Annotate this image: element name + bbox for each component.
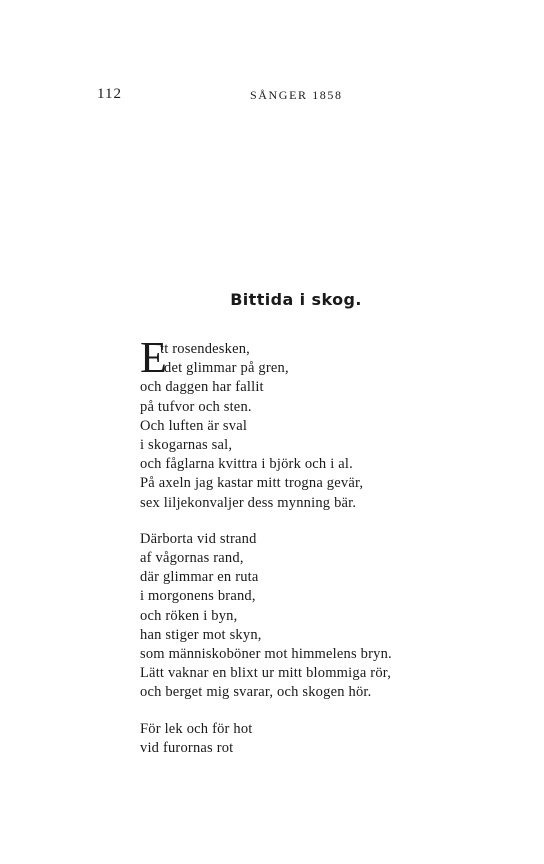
- poem-line: vid furornas rot: [140, 739, 234, 756]
- page-number: 112: [97, 86, 122, 102]
- drop-cap-initial: E: [140, 333, 167, 382]
- stanza-3: [140, 720, 500, 758]
- poem-line: där glimmar en ruta: [140, 569, 259, 586]
- poem-line: och daggen har fallit: [140, 379, 264, 396]
- poem-line: Och luften är sval: [140, 417, 248, 434]
- running-head: SÅNGER 1858: [250, 88, 343, 102]
- poem-line: tt rosendesken,: [160, 341, 250, 357]
- poem-line: På axeln jag kastar mitt trogna gevär,: [140, 475, 364, 492]
- stanza-1: [140, 333, 500, 513]
- poem-line: i morgonens brand,: [140, 588, 256, 605]
- poem-line: och röken i byn,: [140, 607, 238, 624]
- poem-line: som människoböner mot himmelens bryn.: [140, 646, 392, 663]
- poem-line: sex liljekonvaljer dess mynning bär.: [140, 494, 357, 511]
- poem-line: af vågornas rand,: [140, 550, 244, 567]
- poem-body: [140, 333, 500, 775]
- poem-line: För lek och för hot: [140, 720, 253, 737]
- poem-line: i skogarnas sal,: [140, 437, 233, 453]
- poem-line: det glimmar på gren,: [164, 360, 289, 377]
- poem-line: Därborta vid strand: [140, 530, 257, 547]
- poem-title: Bittida i skog.: [230, 290, 362, 309]
- poem-line: och berget mig svarar, och skogen hör.: [140, 684, 372, 701]
- poem-line: han stiger mot skyn,: [140, 626, 262, 643]
- poem-line: Lätt vaknar en blixt ur mitt blommiga rör,: [140, 665, 392, 682]
- opening-lines: [140, 333, 500, 382]
- poem-line: på tufvor och sten.: [140, 398, 252, 415]
- poem-line: och fåglarna kvittra i björk och i al.: [140, 456, 353, 473]
- stanza-2: [140, 530, 500, 703]
